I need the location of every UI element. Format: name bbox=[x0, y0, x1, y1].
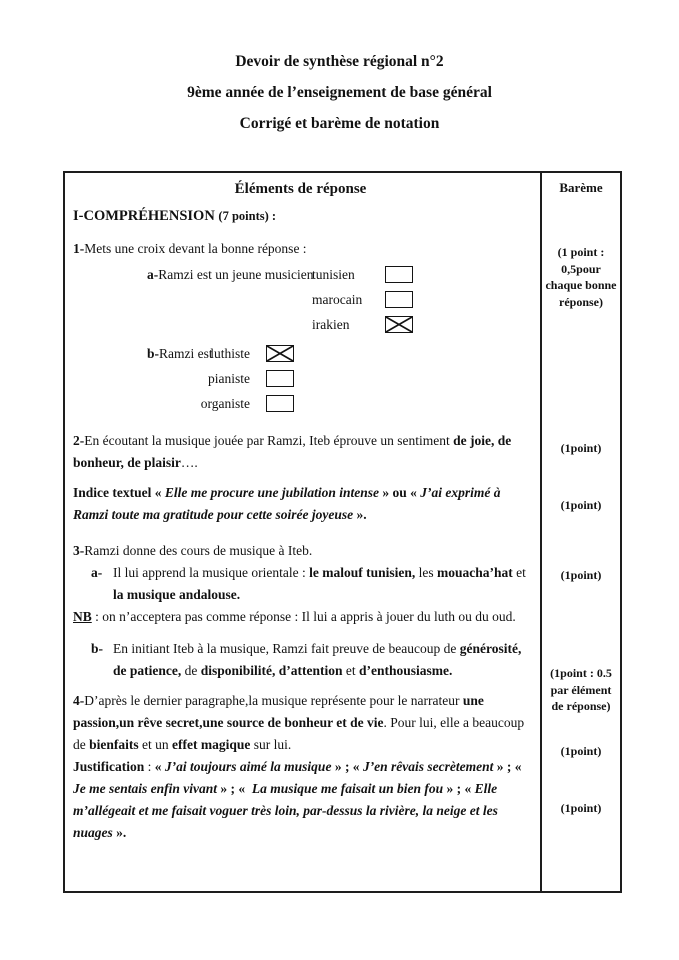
question-1-options bbox=[147, 262, 528, 416]
x-mark-icon bbox=[386, 317, 412, 332]
option-row-luthiste bbox=[198, 341, 294, 366]
question-1b-option-list bbox=[198, 341, 294, 416]
option-row-tunisien bbox=[312, 262, 413, 287]
question-3b-answer bbox=[73, 638, 528, 682]
indice-textuel: Indice textuel « Elle me procure une jubilation intense » ou « J’ai exprimé à Ramzi toute ma gratitude pour cette soirée joyeuse ». bbox=[73, 485, 504, 522]
question-1b-label: b-Ramzi est bbox=[147, 346, 213, 361]
option-label-marocain: marocain bbox=[312, 291, 363, 307]
bareme-question-3a: (1point) bbox=[560, 568, 602, 582]
option-label-luthiste: luthiste bbox=[210, 345, 250, 361]
option-row-marocain bbox=[312, 287, 413, 312]
justification: Justification : « J’ai toujours aimé la musique » ; « J’en rêvais secrètement » ; « Je me sentais enfin vivant » ; « La musique me faisait un bien fou » ; « Elle m’allégeait et me faisait voguer très loin, par-dessus la rivière, la neige et les nuages ». bbox=[73, 759, 525, 840]
question-1b-group bbox=[147, 341, 528, 416]
question-2-answer: 2-En écoutant la musique jouée par Ramzi, Iteb éprouve un sentiment de joie, de bonheur, de plaisir…. bbox=[73, 433, 515, 470]
question-1a-label: a-Ramzi est un jeune musicien bbox=[147, 267, 314, 282]
bareme-question-1: (1 point : 0,5pour chaque bonne réponse) bbox=[545, 245, 617, 309]
question-3a-answer bbox=[73, 562, 528, 606]
question-1a-group bbox=[147, 262, 528, 337]
bareme-indice: (1point) bbox=[560, 498, 602, 512]
section-comprehension-heading: I-COMPRÉHENSION (7 points) : bbox=[73, 208, 277, 224]
bareme-justification: (1point) bbox=[560, 801, 602, 815]
checkbox-pianiste bbox=[266, 370, 294, 387]
option-row-irakien bbox=[312, 312, 413, 337]
column-header-elements: Éléments de réponse bbox=[234, 181, 367, 197]
bareme-question-3b: (1point : 0.5 par élément de réponse) bbox=[550, 666, 612, 713]
checkbox-irakien bbox=[385, 316, 413, 333]
checkbox-marocain bbox=[385, 291, 413, 308]
question-3a-text: Il lui apprend la musique orientale : le malouf tunisien, les mouacha’hat et la musique andalouse. bbox=[113, 565, 530, 602]
option-row-pianiste bbox=[198, 366, 294, 391]
checkbox-luthiste bbox=[266, 345, 294, 362]
document-header bbox=[0, 0, 679, 139]
checkbox-organiste bbox=[266, 395, 294, 412]
option-label-organiste: organiste bbox=[200, 395, 250, 411]
question-3-statement: 3-Ramzi donne des cours de musique à Iteb. bbox=[73, 543, 313, 558]
bareme-column bbox=[540, 173, 620, 891]
bareme-question-4: (1point) bbox=[560, 744, 602, 758]
document-title-line3: Corrigé et barème de notation bbox=[239, 115, 440, 132]
question-3a-marker: a- bbox=[91, 565, 103, 580]
option-label-tunisien: tunisien bbox=[312, 266, 355, 282]
bareme-question-2: (1point) bbox=[560, 441, 602, 455]
column-header-bareme: Barème bbox=[559, 180, 603, 195]
question-1a-option-list bbox=[312, 262, 413, 337]
question-3b-marker: b- bbox=[91, 641, 104, 656]
question-1-statement: 1-Mets une croix devant la bonne réponse : bbox=[73, 241, 307, 256]
option-label-irakien: irakien bbox=[312, 316, 350, 332]
option-label-pianiste: pianiste bbox=[208, 370, 250, 386]
x-mark-icon bbox=[267, 346, 293, 361]
checkbox-tunisien bbox=[385, 266, 413, 283]
question-4-answer: 4-D’après le dernier paragraphe,la musique représente pour le narrateur une passion,un rêve secret,une source de bonheur et de vie. Pour lui, elle a beaucoup de bienfaits et un effet magique sur lui. bbox=[73, 693, 528, 752]
document-title-line2: 9ème année de l’enseignement de base général bbox=[187, 84, 492, 101]
option-row-organiste bbox=[198, 391, 294, 416]
answer-table bbox=[63, 171, 622, 893]
elements-column bbox=[65, 173, 540, 891]
question-3b-text: En initiant Iteb à la musique, Ramzi fait preuve de beaucoup de générosité, de patience, de disponibilité, d’attention et d’enthousiasme. bbox=[113, 641, 525, 678]
document-title-line1: Devoir de synthèse régional n°2 bbox=[235, 53, 444, 70]
nb-note: NB : on n’acceptera pas comme réponse : Il lui a appris à jouer du luth ou du oud. bbox=[73, 609, 516, 624]
